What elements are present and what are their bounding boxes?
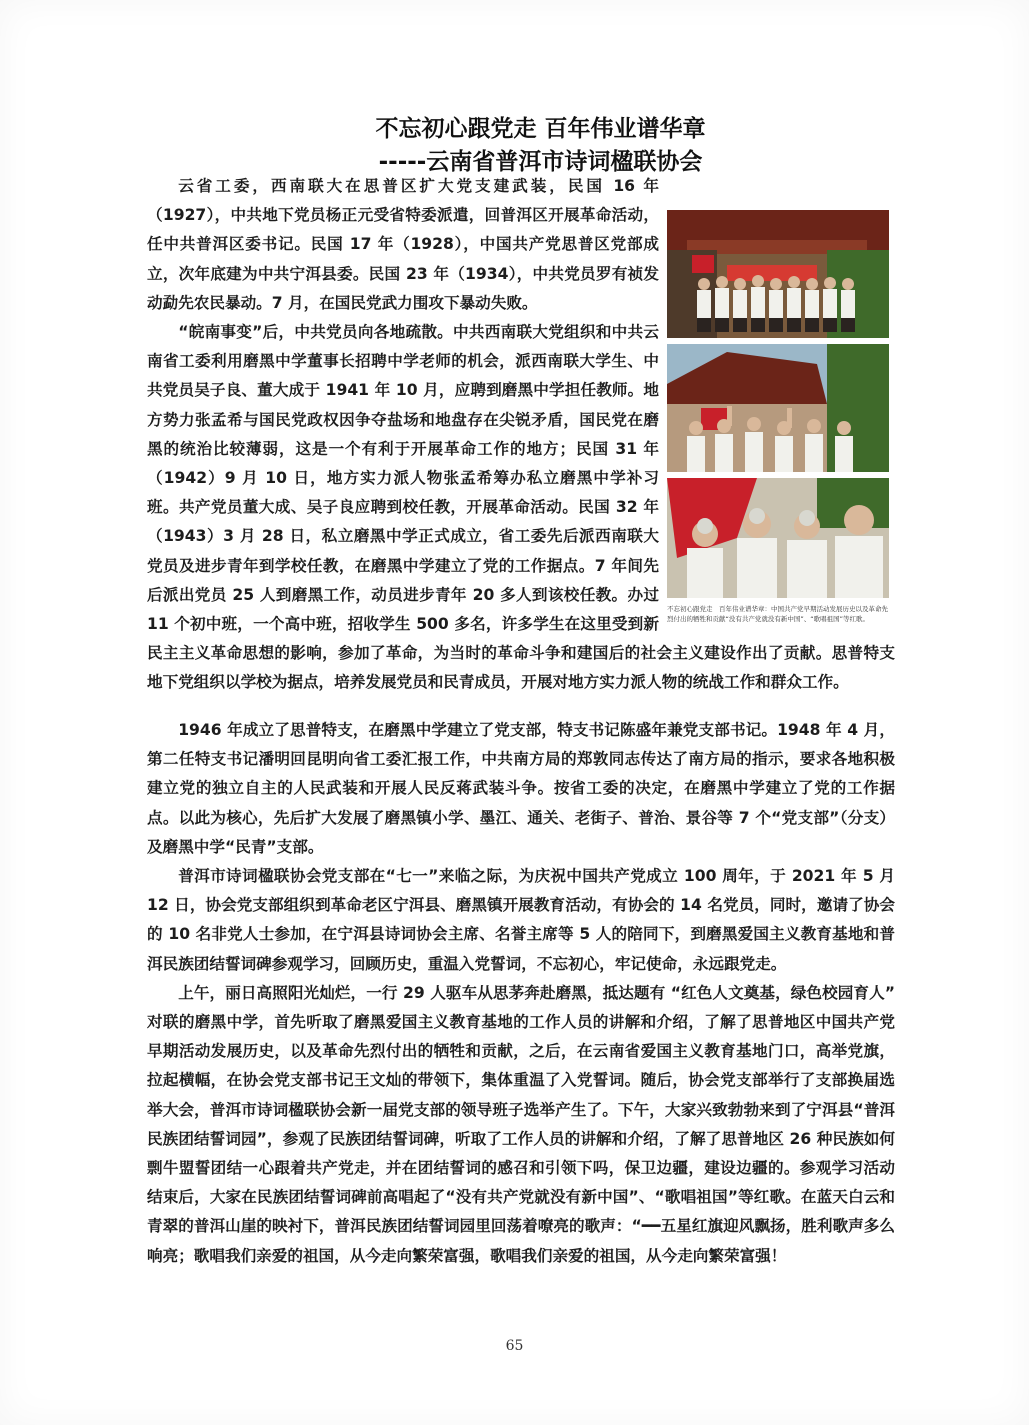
page-subtitle: -----云南省普洱市诗词楹联协会 [378,149,703,175]
photo-group-at-gate [667,210,889,338]
paragraph-3: 1946 年成立了思普特支，在磨黑中学建立了党支部，特支书记陈盛年兼党支部书记。1948 年 4 月，第二任特支书记潘明回昆明向省工委汇报工作，中共南方局的郑敦同志传达了南方局的指示，要求各地积极建立党的独立自主的人民武装和开展人民反蒋武装斗争。按省工委的决定，在磨黑中学建立了党的工作据点。以此为核心，先后扩大发展了磨黑镇小学、墨江、通关、老街子、普治、景谷等 7 个“党支部”（分支）及磨黑中学“民青”支部。 [147,721,895,856]
photo-collage [667,210,889,624]
photo-singing-with-flag [667,478,889,598]
page-number: 65 [505,1338,524,1354]
paragraph-4: 普洱市诗词楹联协会党支部在“七一”来临之际，为庆祝中国共产党成立 100 周年，于 2021 年 5 月 12 日，协会党支部组织到革命老区宁洱县、磨黑镇开展教育活动，有协会的 14 名党员，同时，邀请了协会的 10 名非党人士参加，在宁洱县诗词协会主席、名誉主席等 5 人的陪同下，到磨黑爱国主义教育基地和普洱民族团结誓词碑参观学习，回顾历史，重温入党誓词，不忘初心，牢记使命，永远跟党走。 [147,867,895,973]
page-title: 不忘初心跟党走 百年伟业谱华章 [375,116,706,142]
article-body-bottom [147,716,895,1271]
photo-caption: 不忘初心跟党走 百年伟业谱华章：中国共产党早期活动发展历史以及革命先烈付出的牺牲和贡献“没有共产党就没有新中国”、“歌唱祖国”等红歌。 [667,605,888,623]
photo-oath-under-roof [667,344,889,472]
paragraph-1: 云省工委，西南联大在思普区扩大党支建武装，民国 16 年（1927），中共地下党员杨正元受省特委派遣，回普洱区开展革命活动，任中共普洱区委书记。民国 17 年（1928），中国共产党思普区党部成立，次年底建为中共宁洱县委。民国 23 年（1934），中共党员罗有祯发动勐先农民暴动。7 月，在国民党武力围攻下暴动失败。 [147,177,659,312]
paragraph-5: 上午，丽日高照阳光灿烂，一行 29 人驱车从思茅奔赴磨黑，抵达题有 “红色人文奠基，绿色校园育人” 对联的磨黑中学，首先听取了磨黑爱国主义教育基地的工作人员的讲解和介绍，了解了思普地区中国共产党早期活动发展历史，以及革命先烈付出的牺牲和贡献，之后，在云南省爱国主义教育基地门口，高举党旗，拉起横幅，在协会党支部书记王文灿的带领下，集体重温了入党誓词。随后，协会党支部举行了支部换届选举大会，普洱市诗词楹联协会新一届党支部的领导班子选举产生了。下午，大家兴致勃勃来到了宁洱县“普洱民族团结誓词园”，参观了民族团结誓词碑，听取了工作人员的讲解和介绍，了解了思普地区 26 种民族如何剽牛盟誓团结一心跟着共产党走，并在团结誓词的感召和引领下吗，保卫边疆，建设边疆的。参观学习活动结束后，大家在民族团结誓词碑前高唱起了“没有共产党就没有新中国”、“歌唱祖国”等红歌。在蓝天白云和青翠的普洱山崖的映衬下，普洱民族团结誓词园里回荡着嘹亮的歌声：“━━五星红旗迎风飘扬，胜利歌声多么响亮；歌唱我们亲爱的祖国，从今走向繁荣富强，歌唱我们亲爱的祖国，从今走向繁荣富强！ [147,983,895,1265]
paragraph-2: “皖南事变”后，中共党员向各地疏散。中共西南联大党组织和中共云南省工委利用磨黑中学董事长招聘中学老师的机会，派西南联大学生、中共党员吴子良、董大成于 1941 年 10 月，应聘到磨黑中学担任教师。地方势力张孟希与国民党政权因争夺盐场和地盘存在尖锐矛盾，国民党在磨黑的统治比较薄弱，这是一个有利于开展革命工作的地方；民国 31 年（1942）9 月 10 日，地方实力派人物张孟希筹办私立磨黑中学补习班。共产党员董大成、吴子良应聘到校任教，开展革命活动。民国 32 年（1943）3 月 28 日，私立磨黑中学正式成立，省工委先后派西南联大党员及进步青年到学校任教，在磨黑中学建立了党的工作据点。7 年间先后派出党员 25 人到磨黑工作，动员进步青年 20 多人到该校任教。办过 11 个初中班，一个高中班，招收学生 500 多名，许多学生在这里受到新民主主义革命思想的影响，参加了革命，为当时的革命斗争和建国后的社会主义建设作出了贡献。思普特支地下党组织以学校为据点，培养发展党员和民青成员，开展对地方实力派人物的统战工作和群众工作。 [147,323,895,692]
